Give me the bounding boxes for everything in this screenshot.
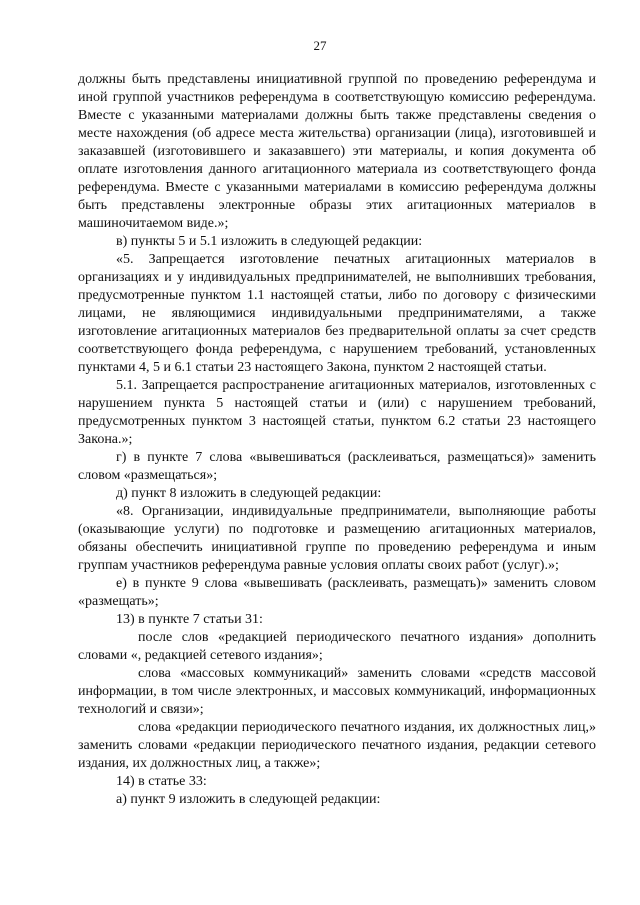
paragraph-amendment-3: слова «редакции периодического печатного издания, их должностных лиц,» заменить словами «редакции периодического печатного издания, редакции сетевого издания, их должностных лиц, а также»; <box>78 720 596 771</box>
paragraph-point-5-1: 5.1. Запрещается распространение агитационных материалов, изготовленных с нарушением пункта 5 настоящей статьи и (или) с нарушением требований, предусмотренных пунктом 3 настоящей статьи, пунктом 6.2 статьи 23 настоящего Закона.»; <box>78 378 596 447</box>
document-body <box>78 71 596 809</box>
paragraph-item-d: д) пункт 8 изложить в следующей редакции: <box>116 486 382 501</box>
paragraph-point-5: «5. Запрещается изготовление печатных агитационных материалов в организациях и у индивидуальных предпринимателей, не выполнивших требования, предусмотренные пунктом 1.1 настоящей статьи, либо по договору с физическими лицами, не являющимися индивидуальными предпринимателями, а также изготовление агитационных материалов без предварительной оплаты за счет средств соответствующего фонда референдума, с нарушением требований, установленных пунктами 4, 5 и 6.1 статьи 23 настоящего Закона, пунктом 2 настоящей статьи. <box>78 252 596 375</box>
paragraph-amendment-1: после слов «редакцией периодического печатного издания» дополнить словами «, редакцией сетевого издания»; <box>78 630 596 663</box>
paragraph-item-v: в) пункты 5 и 5.1 изложить в следующей редакции: <box>116 234 423 249</box>
paragraph-amendment-2: слова «массовых коммуникаций» заменить словами «средств массовой информации, в том числе электронных, и массовых коммуникаций, информационных технологий и связи»; <box>78 666 596 717</box>
paragraph-item-14: 14) в статье 33: <box>116 774 207 789</box>
paragraph-item-13: 13) в пункте 7 статьи 31: <box>116 612 263 627</box>
page-number: 27 <box>313 38 327 53</box>
paragraph-point-8: «8. Организации, индивидуальные предприниматели, выполняющие работы (оказывающие услуги) по подготовке и размещению агитационных материалов, обязаны обеспечить инициативной группе по проведению референдума и иным группам участников референдума равные условия оплаты своих работ (услуг).»; <box>78 504 596 573</box>
paragraph-item-a: а) пункт 9 изложить в следующей редакции: <box>116 792 381 807</box>
paragraph-item-g: г) в пункте 7 слова «вывешиваться (расклеиваться, размещаться)» заменить словом «размещаться»; <box>78 450 596 483</box>
paragraph-item-e: е) в пункте 9 слова «вывешивать (расклеивать, размещать)» заменить словом «размещать»; <box>78 576 596 609</box>
paragraph-continuation: должны быть представлены инициативной группой по проведению референдума и иной группой участников референдума в соответствующую комиссию референдума. Вместе с указанными материалами должны быть также представлены сведения о месте нахождения (об адресе места жительства) организации (лица), изготовившей и заказавшей (изготовившего и заказавшего) эти материалы, и копия документа об оплате изготовления данного агитационного материала из соответствующего фонда референдума. Вместе с указанными материалами в комиссию референдума должны быть представлены электронные образы этих агитационных материалов в машиночитаемом виде.»; <box>78 72 596 231</box>
